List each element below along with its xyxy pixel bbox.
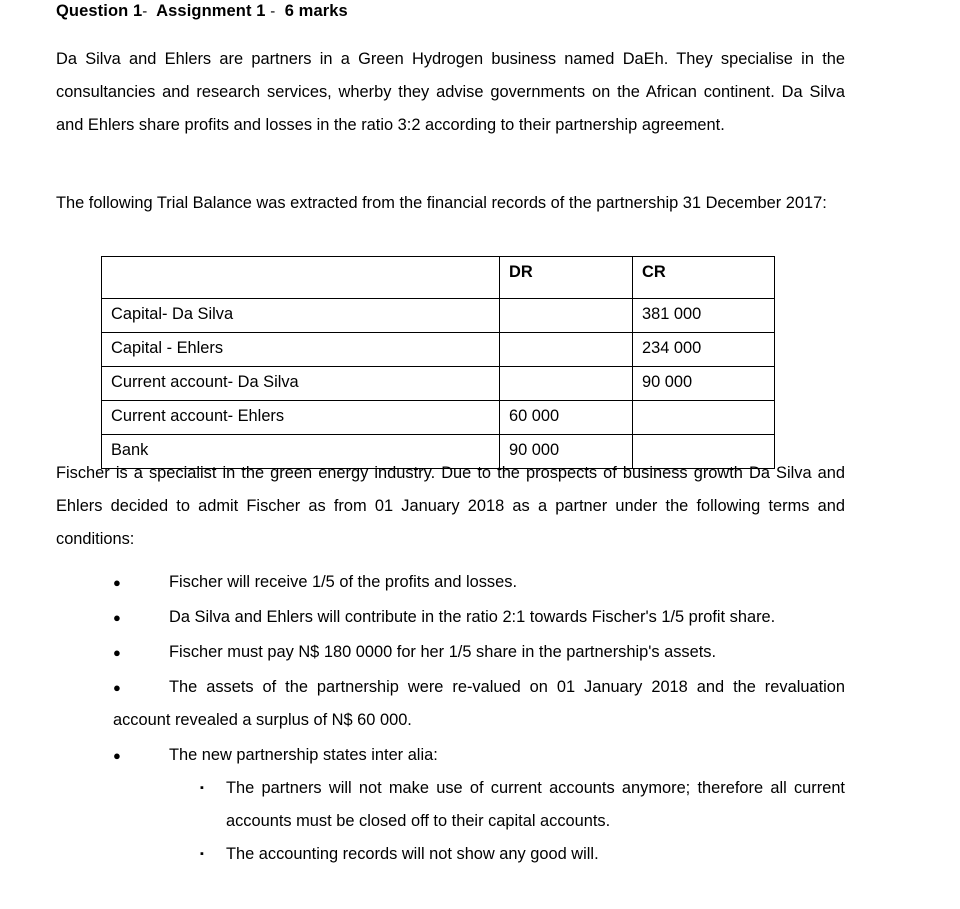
sub-list-item-text: The accounting records will not show any good will. xyxy=(226,845,599,863)
list-item-text: The assets of the partnership were re-valued on 01 January 2018 and the revaluation account revealed a surplus of N$ 60 000. xyxy=(113,678,845,729)
title-separator-1: - xyxy=(142,3,148,20)
table-row xyxy=(102,401,775,435)
list-item-text: Da Silva and Ehlers will contribute in the ratio 2:1 towards Fischer's 1/5 profit share. xyxy=(169,608,776,626)
cell-description: Capital- Da Silva xyxy=(102,299,500,333)
table-body xyxy=(102,299,775,469)
bullet-point-icon: ● xyxy=(113,610,121,625)
sub-list xyxy=(200,772,845,871)
cell-description: Bank xyxy=(102,435,500,469)
paragraph-fischer-admission: Fischer is a specialist in the green energy industry. Due to the prospects of business growth Da Silva and Ehlers decided to admit Fischer as from 01 January 2018 as a partner under the following terms and conditions: xyxy=(56,464,845,548)
table-header xyxy=(102,257,775,299)
title-assignment: Assignment 1 xyxy=(156,2,266,20)
list-item xyxy=(113,566,845,599)
square-bullet-icon: ▪ xyxy=(200,782,204,794)
terms-and-conditions-list xyxy=(113,566,845,873)
list-item xyxy=(113,739,845,871)
column-header-cr: CR xyxy=(633,257,775,299)
bullet-point-icon: ● xyxy=(113,575,121,590)
list-item-text: The new partnership states inter alia: xyxy=(169,746,438,764)
sub-list-item-text: The partners will not make use of current accounts anymore; therefore all current accounts must be closed off to their capital accounts. xyxy=(226,779,845,830)
square-bullet-icon: ▪ xyxy=(200,848,204,860)
paragraph-intro: Da Silva and Ehlers are partners in a Green Hydrogen business named DaEh. They specialise in the consultancies and research services, wherby they advise governments on the African continent. Da Silva and Ehlers share profits and losses in the ratio 3:2 according to their partnership agreement. xyxy=(56,50,845,134)
column-header-dr: DR xyxy=(500,257,633,299)
table-header-row xyxy=(102,257,775,299)
paragraph-trial-balance-lead: The following Trial Balance was extracted from the financial records of the partnership 31 December 2017: xyxy=(56,194,827,212)
title-question: Question 1 xyxy=(56,2,143,20)
trial-balance-table xyxy=(101,256,775,469)
sub-list-item xyxy=(200,838,845,871)
cell-cr xyxy=(633,401,775,435)
cell-description: Current account- Da Silva xyxy=(102,367,500,401)
cell-dr: 60 000 xyxy=(500,401,633,435)
bullet-point-icon: ● xyxy=(113,680,121,695)
list-item-text: Fischer must pay N$ 180 0000 for her 1/5 share in the partnership's assets. xyxy=(169,643,717,661)
cell-dr: 90 000 xyxy=(500,435,633,469)
bullet-point-icon: ● xyxy=(113,748,121,763)
cell-dr xyxy=(500,367,633,401)
table-row xyxy=(102,367,775,401)
list-item xyxy=(113,636,845,669)
list-item-text: Fischer will receive 1/5 of the profits and losses. xyxy=(169,573,517,591)
cell-dr xyxy=(500,299,633,333)
cell-cr: 381 000 xyxy=(633,299,775,333)
title-separator-2: - xyxy=(270,3,276,20)
sub-list-item xyxy=(200,772,845,838)
table-row xyxy=(102,333,775,367)
trial-balance-table-wrapper xyxy=(101,256,774,469)
bullet-point-icon: ● xyxy=(113,645,121,660)
cell-description: Capital - Ehlers xyxy=(102,333,500,367)
column-header-description xyxy=(102,257,500,299)
cell-description: Current account- Ehlers xyxy=(102,401,500,435)
page-title xyxy=(56,0,348,23)
table-row xyxy=(102,299,775,333)
title-marks: 6 marks xyxy=(284,2,348,20)
list-item xyxy=(113,601,845,634)
cell-cr: 234 000 xyxy=(633,333,775,367)
cell-dr xyxy=(500,333,633,367)
list-item xyxy=(113,671,845,737)
cell-cr: 90 000 xyxy=(633,367,775,401)
